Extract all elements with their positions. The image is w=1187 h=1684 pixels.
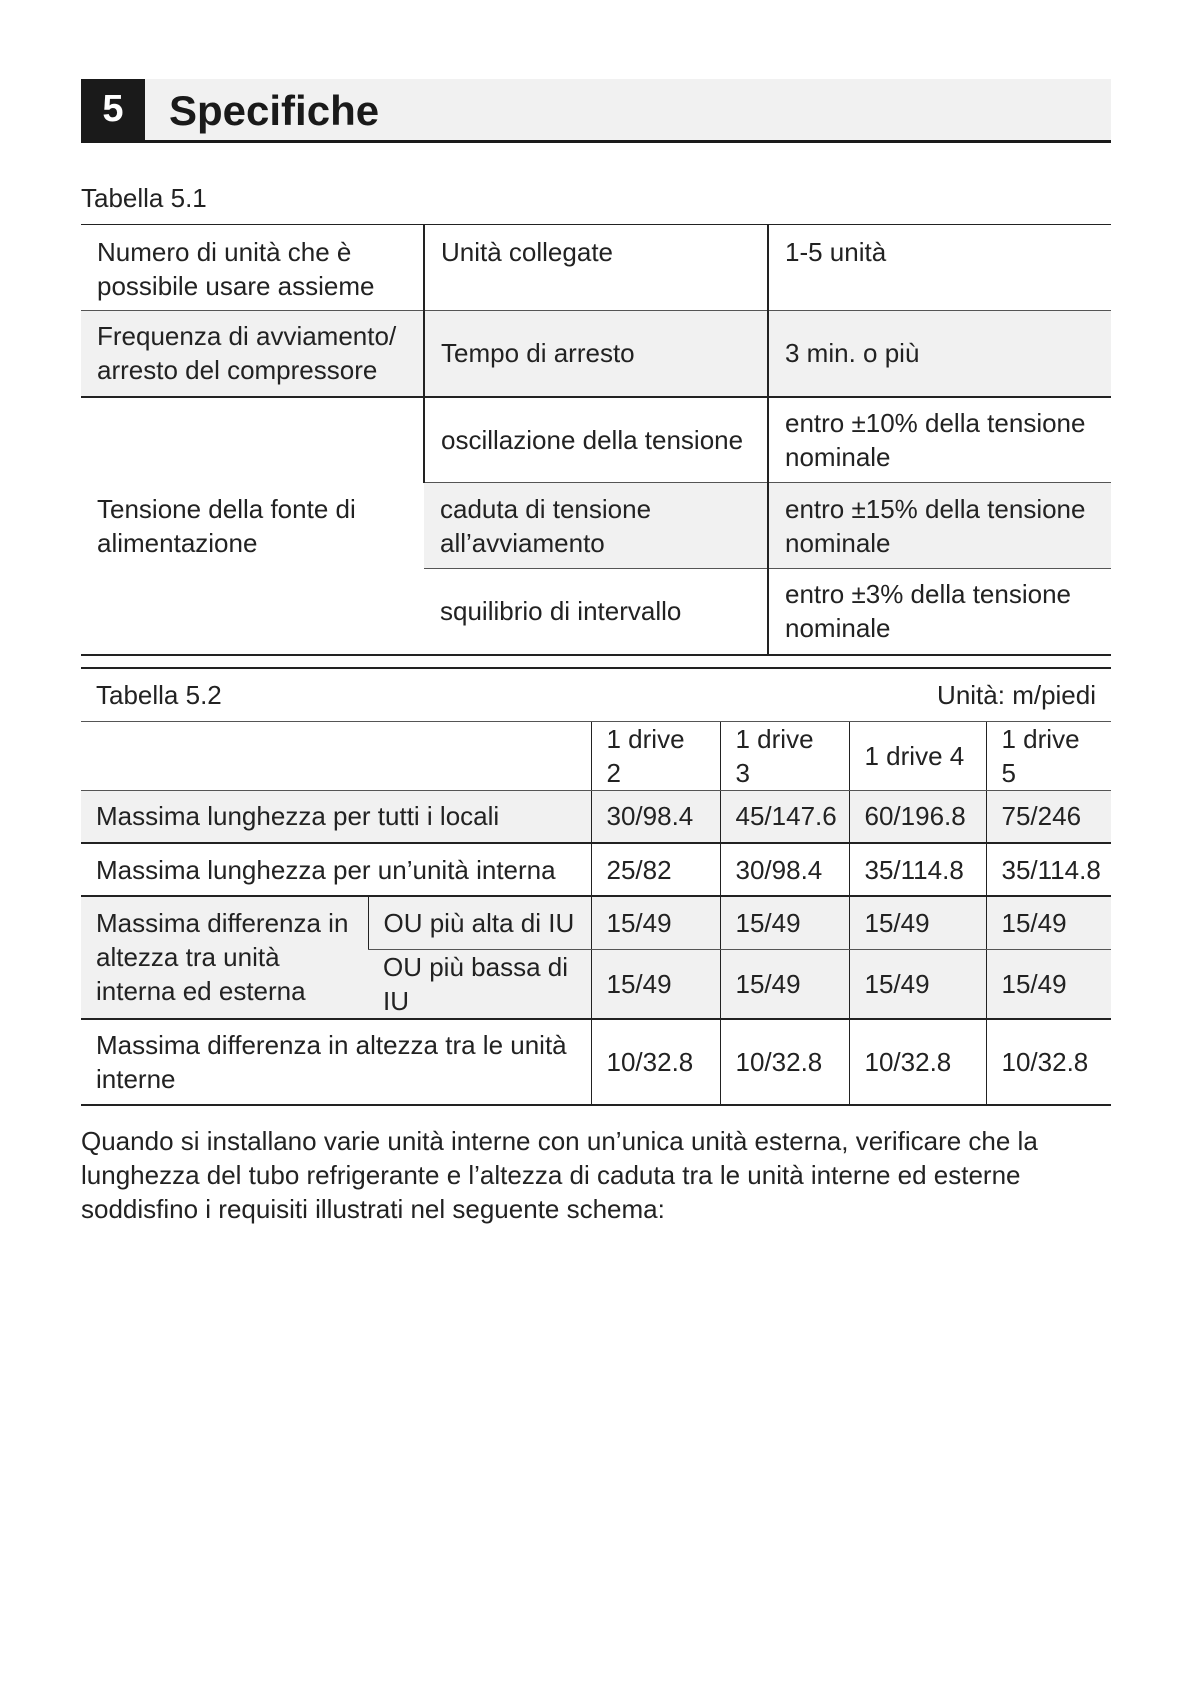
column-header: 1 drive 3: [720, 721, 849, 790]
column-header: 1 drive 2: [591, 721, 720, 790]
table-cell: caduta di tensione all’avviamento: [424, 483, 768, 569]
table-cell: 30/98.4: [591, 790, 720, 843]
table2-caption: Tabella 5.2: [81, 668, 720, 721]
table-cell: 15/49: [591, 949, 720, 1019]
table-cell: 30/98.4: [720, 843, 849, 896]
row-label: Massima lunghezza per tutti i locali: [81, 790, 591, 843]
table-cell: squilibrio di intervallo: [440, 596, 682, 627]
chapter-title: Specifiche: [169, 87, 380, 134]
row-label: Massima differenza in altezza tra le unità interne: [96, 1029, 567, 1094]
table-cell: 15/49: [720, 949, 849, 1019]
table-cell: entro ±15% della tensione nominale: [768, 483, 1111, 569]
table-cell: 35/114.8: [849, 843, 986, 896]
table-cell: 15/49: [986, 949, 1111, 1019]
table2-unit: Unità: m/piedi: [720, 668, 1111, 721]
table-cell: 1-5 unità: [768, 225, 1111, 311]
table-cell: Frequenza di avviamento/ arresto del compressore: [81, 311, 424, 397]
table-header-row: [81, 721, 1111, 790]
row-sublabel: OU più alta di IU: [368, 896, 591, 949]
table-header-empty: [81, 721, 591, 790]
chapter-header: [81, 79, 1111, 143]
table-cell: 25/82: [591, 843, 720, 896]
table-cell: 15/49: [986, 896, 1111, 949]
table1-caption: Tabella 5.1: [81, 183, 207, 213]
table-cell: Tempo di arresto: [424, 311, 768, 397]
table-cell: Unità collegate: [424, 225, 768, 311]
table-cell: 15/49: [720, 896, 849, 949]
table-cell: 10/32.8: [849, 1019, 986, 1105]
table-cell: 75/246: [986, 790, 1111, 843]
table2-caption-row: [81, 668, 1111, 721]
table-row: [81, 1019, 1111, 1105]
table-cell: 45/147.6: [720, 790, 849, 843]
chapter-number: 5: [81, 79, 145, 140]
table-row: [81, 896, 1111, 949]
table-cell: 10/32.8: [986, 1019, 1111, 1105]
height-group-label: Massima differenza in altezza tra unità interna ed esterna: [81, 896, 368, 1019]
table-cell: entro ±10% della tensione nominale: [768, 397, 1111, 483]
table-row: [81, 843, 1111, 896]
table-cell: entro ±3% della tensione nominale: [768, 569, 1111, 655]
table-cell: 15/49: [849, 949, 986, 1019]
table-cell: 15/49: [591, 896, 720, 949]
column-header: 1 drive 5: [986, 721, 1111, 790]
table-cell: 60/196.8: [849, 790, 986, 843]
table-cell: 10/32.8: [720, 1019, 849, 1105]
table-cell: oscillazione della tensione: [424, 397, 768, 483]
specs-table-5-1: [81, 224, 1111, 656]
body-paragraph: Quando si installano varie unità interne con un’unica unità esterna, verificare che la lunghezza del tubo refrigerante e l’altezza di caduta tra le unità interne ed esterne soddisfino i requisiti illustrati nel seguente schema:: [81, 1126, 1038, 1224]
table-row: [81, 790, 1111, 843]
table-cell: 35/114.8: [986, 843, 1111, 896]
table-cell: Numero di unità che è possibile usare assieme: [81, 225, 424, 311]
row-sublabel: OU più bassa di IU: [368, 949, 591, 1019]
table-row: [81, 225, 1111, 311]
voltage-group-label: Tensione della fonte di alimentazione: [81, 397, 424, 655]
table-cell: 10/32.8: [591, 1019, 720, 1105]
table-row: [81, 397, 1111, 483]
table-cell: 3 min. o più: [768, 311, 1111, 397]
specs-table-5-2: [81, 667, 1111, 1106]
table-row: [81, 311, 1111, 397]
column-header: 1 drive 4: [849, 721, 986, 790]
row-label: Massima lunghezza per un’unità interna: [81, 843, 591, 896]
table-cell: 15/49: [849, 896, 986, 949]
